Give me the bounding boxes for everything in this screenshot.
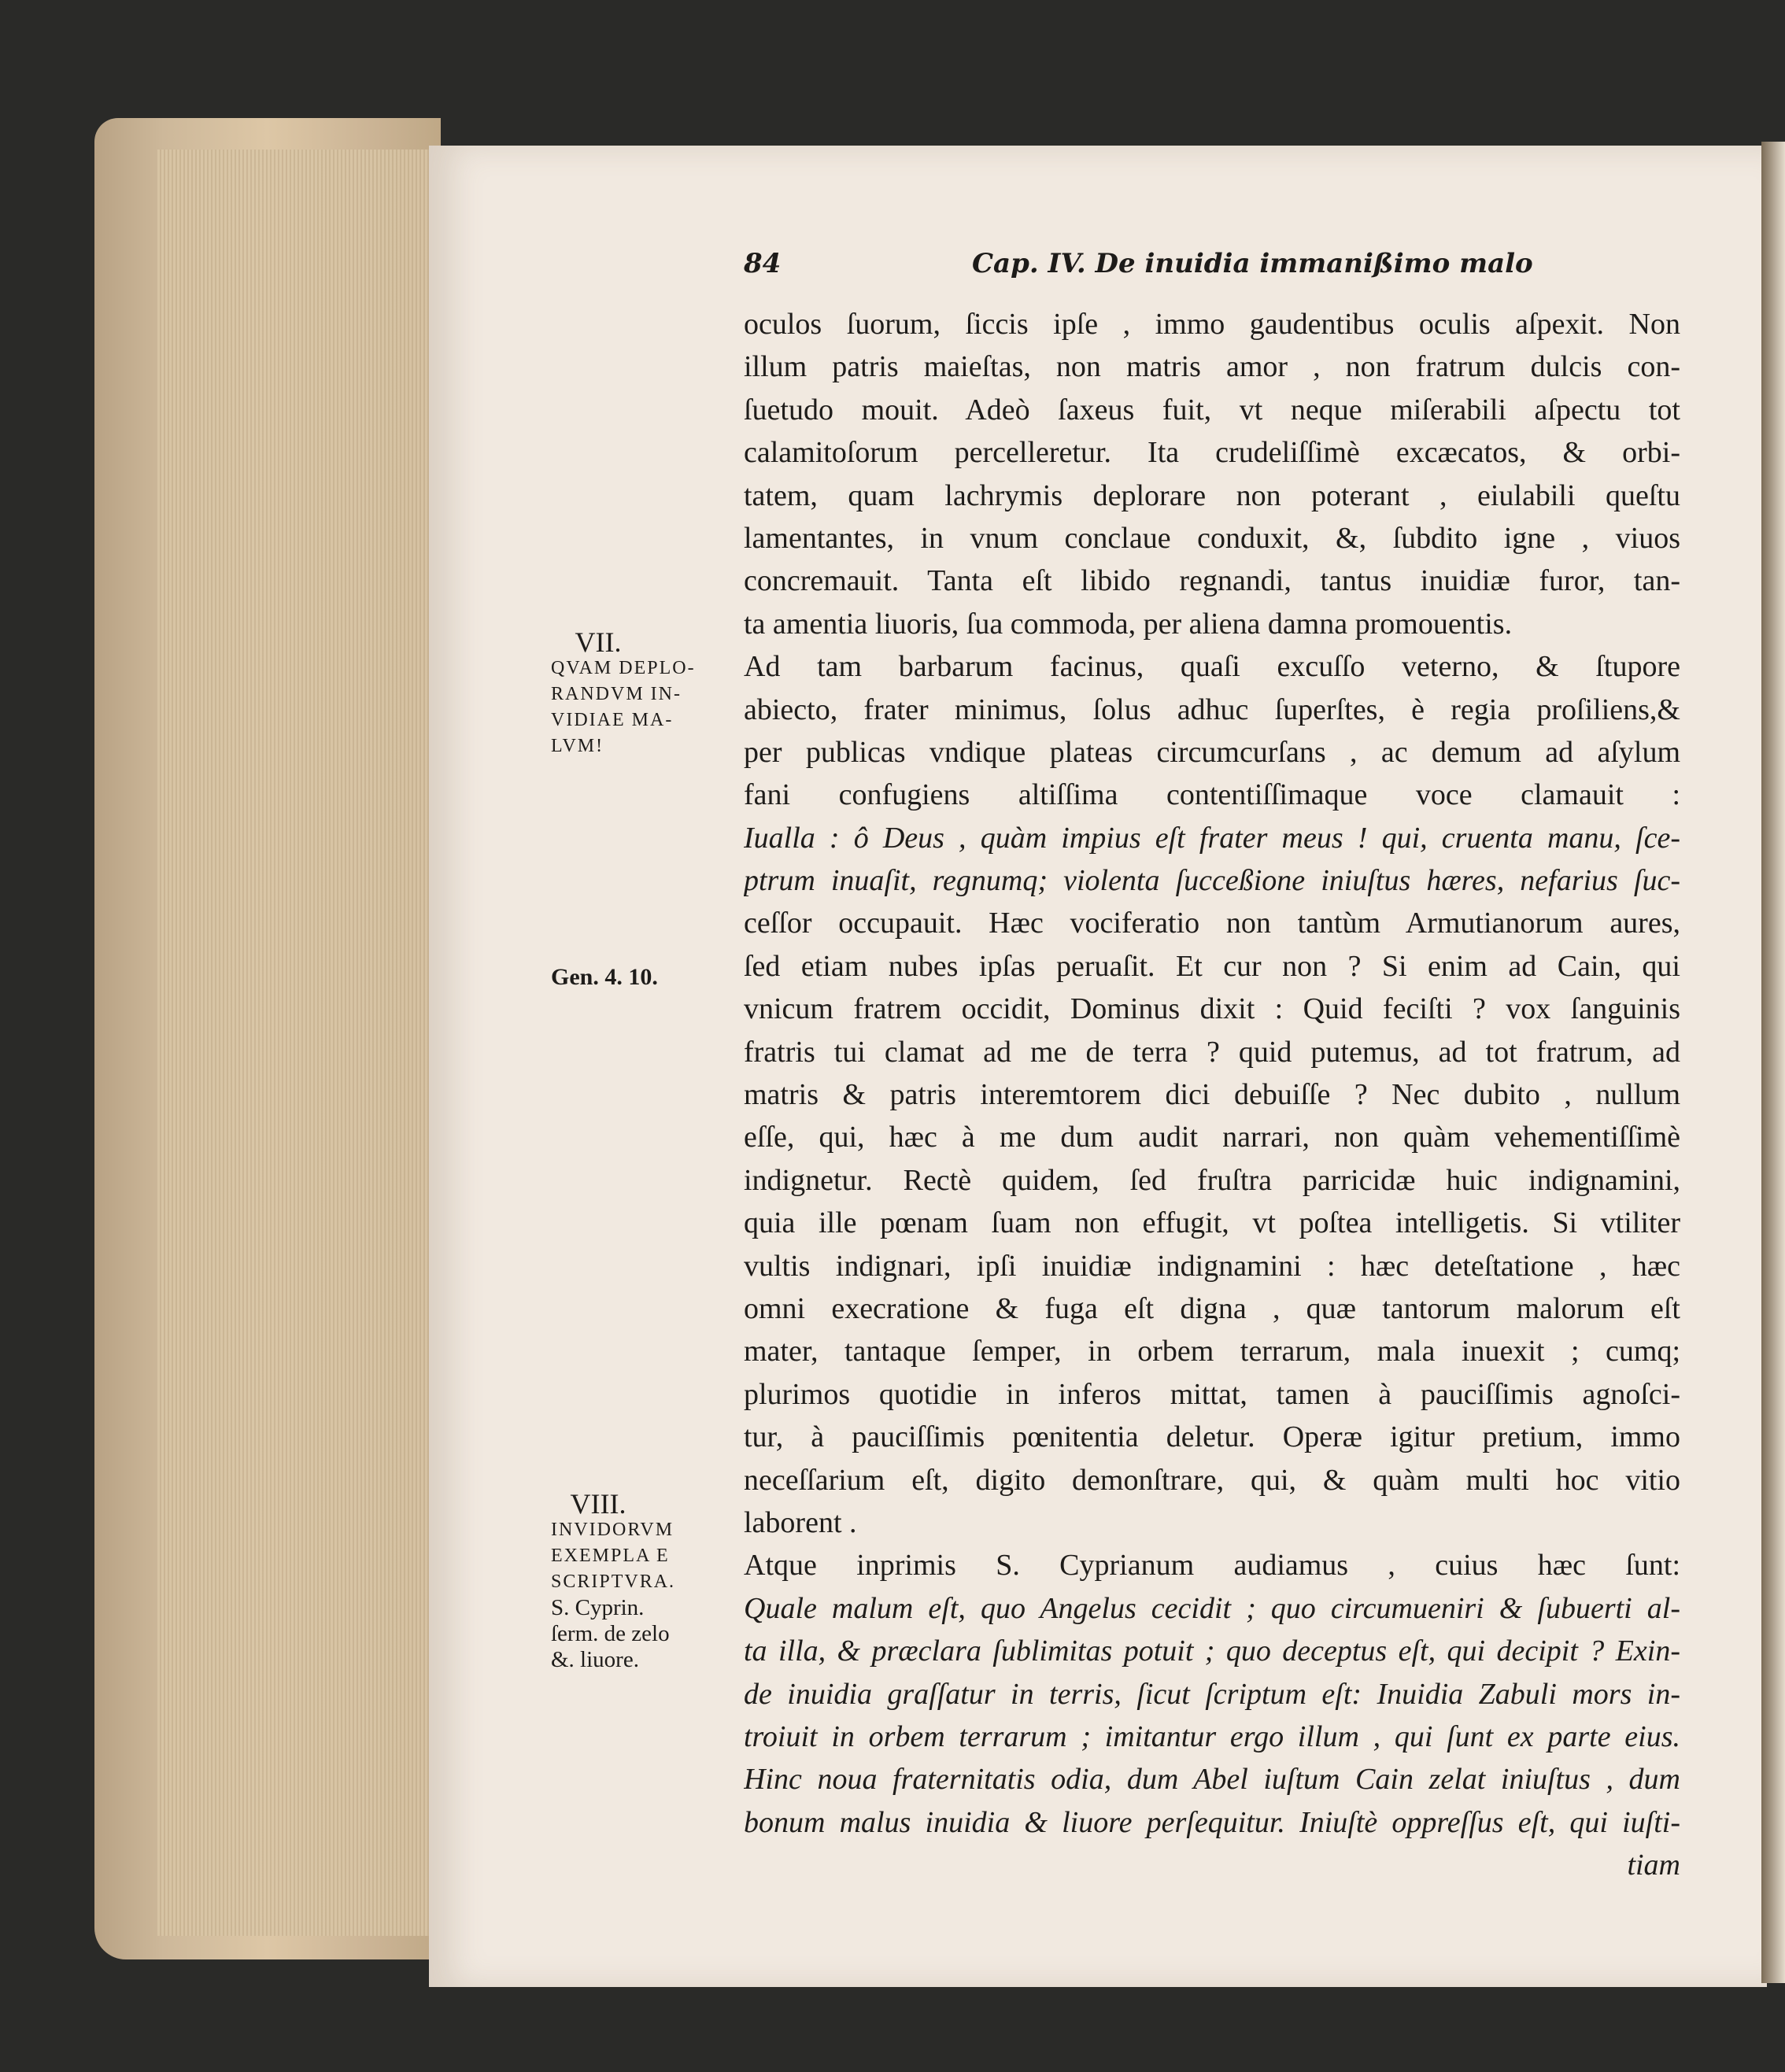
text-line: illum patris maieſtas, non matris amor , non fratrum dulcis con- — [744, 350, 1680, 384]
text-line: ta illa, & præclara ſublimitas potuit ; quo deceptus eſt, qui decipit ? Exin- — [744, 1634, 1680, 1668]
text-line: mater, tantaque ſemper, in orbem terrarum, mala inuexit ; cumq; — [744, 1335, 1680, 1368]
page-stack-edges — [157, 150, 441, 1936]
text-line: vultis indignari, ipſi inuidiæ indignamini : hæc deteſtatione , hæc — [744, 1249, 1680, 1283]
margin-line: SCRIPTVRA. — [551, 1572, 676, 1592]
margin-section-number: VIII. — [570, 1488, 626, 1520]
text-line: Iualla : ô Deus , quàm impius eſt frater meus ! qui, cruenta manu, ſce- — [744, 821, 1680, 855]
text-line: fani confugiens altiſſima contentiſſimaque voce clamauit : — [744, 778, 1680, 812]
text-line: laborent . — [744, 1505, 857, 1539]
margin-line: LVM! — [551, 736, 604, 756]
text-line: tiam — [1627, 1849, 1680, 1882]
text-line: oculos ſuorum, ſiccis ipſe , immo gaudentibus oculis aſpexit. Non — [744, 308, 1680, 341]
text-line: Quale malum eſt, quo Angelus cecidit ; quo circumueniri & ſubuerti al- — [744, 1591, 1680, 1625]
text-line: vnicum fratrem occidit, Dominus dixit : Quid feciſti ? vox ſanguinis — [744, 992, 1680, 1026]
text-line: Hinc noua fraternitatis odia, dum Abel iuſtum Cain zelat iniuſtus , dum — [744, 1763, 1680, 1797]
text-line: ſed etiam nubes ipſas peruaſit. Et cur non ? Si enim ad Cain, qui — [744, 949, 1680, 983]
text-line: plurimos quotidie in inferos mittat, tamen à pauciſſimis agnoſci- — [744, 1377, 1680, 1411]
margin-note-viii — [551, 1488, 732, 1673]
text-line: lamentantes, in vnum conclaue conduxit, &, ſubdito igne , viuos — [744, 521, 1680, 555]
margin-note-vii — [551, 626, 724, 759]
text-line: omni execratione & fuga eſt digna , quæ tantorum malorum eſt — [744, 1291, 1680, 1325]
text-line: fratris tui clamat ad me de terra ? quid putemus, ad tot fratrum, ad — [744, 1035, 1680, 1069]
page-number: 84 — [744, 248, 782, 279]
text-line: calamitoſorum percelleretur. Ita crudeliſſimè excæcatos, & orbi- — [744, 436, 1680, 470]
page-header — [744, 248, 1680, 295]
text-line: bonum malus inuidia & liuore perſequitur. Iniuſtè oppreſſus eſt, qui iuſti- — [744, 1805, 1680, 1839]
body-text — [744, 303, 1680, 1886]
text-line: eſſe, qui, hæc à me dum audit narrari, non quàm vehementiſſimè — [744, 1121, 1680, 1154]
text-line: abiecto, frater minimus, ſolus adhuc ſuperſtes, è regia proſiliens,& — [744, 693, 1680, 726]
facing-page-edge — [1761, 142, 1785, 1983]
text-line: Atque inprimis S. Cyprianum audiamus , cuius hæc ſunt: — [744, 1549, 1680, 1583]
margin-line: QVAM DEPLO- — [551, 658, 696, 678]
text-line: matris & patris interemtorem dici debuiſſe ? Nec dubito , nullum — [744, 1078, 1680, 1112]
text-line: ptrum inuaſit, regnumq; violenta ſucceßione iniuſtus hæres, nefarius ſuc- — [744, 864, 1680, 898]
text-line: ta amentia liuoris, ſua commoda, per aliena damna promouentis. — [744, 607, 1513, 641]
text-line: quia ille pœnam ſuam non effugit, vt poſtea intelligetis. Si vtiliter — [744, 1206, 1680, 1240]
margin-line: S. Cyprin. — [551, 1595, 645, 1620]
text-line: tatem, quam lachrymis deplorare non poterant , eiulabili queſtu — [744, 478, 1680, 512]
text-line: ſuetudo mouit. Adeò ſaxeus fuit, vt neque miſerabili aſpectu tot — [744, 393, 1680, 427]
margin-line: EXEMPLA E — [551, 1546, 670, 1566]
margin-line: &. liuore. — [551, 1647, 639, 1672]
text-line: neceſſarium eſt, digito demonſtrare, qui, & quàm multi hoc vitio — [744, 1463, 1680, 1497]
text-line: de inuidia graſſatur in terris, ſicut ſcriptum eſt: Inuidia Zabuli mors in- — [744, 1677, 1680, 1711]
text-line: per publicas vndique plateas circumcurſans , ac demum ad aſylum — [744, 735, 1680, 769]
margin-line: RANDVM IN- — [551, 684, 682, 704]
running-title: Cap. IV. De inuidia immanißimo malo — [972, 248, 1533, 279]
text-line: tur, à pauciſſimis pœnitentia deletur. Operæ igitur pretium, immo — [744, 1420, 1680, 1454]
text-line: concremauit. Tanta eſt libido regnandi, tantus inuidiæ furor, tan- — [744, 564, 1680, 598]
margin-note-genesis — [551, 964, 724, 990]
text-line: ceſſor occupauit. Hæc vociferatio non tantùm Armutianorum aures, — [744, 907, 1680, 940]
margin-line: VIDIAE MA- — [551, 710, 674, 730]
margin-section-number: VII. — [575, 626, 622, 658]
text-line: indignetur. Rectè quidem, ſed fruſtra parricidæ huic indignamini, — [744, 1163, 1680, 1197]
text-line: Ad tam barbarum facinus, quaſi excuſſo veterno, & ſtupore — [744, 650, 1680, 684]
text-line: troiuit in orbem terrarum ; imitantur ergo illum , qui ſunt ex parte eius. — [744, 1719, 1680, 1753]
margin-line: INVIDORVM — [551, 1520, 674, 1540]
margin-line: ſerm. de zelo — [551, 1621, 670, 1646]
scripture-reference: Gen. 4. 10. — [551, 964, 658, 990]
